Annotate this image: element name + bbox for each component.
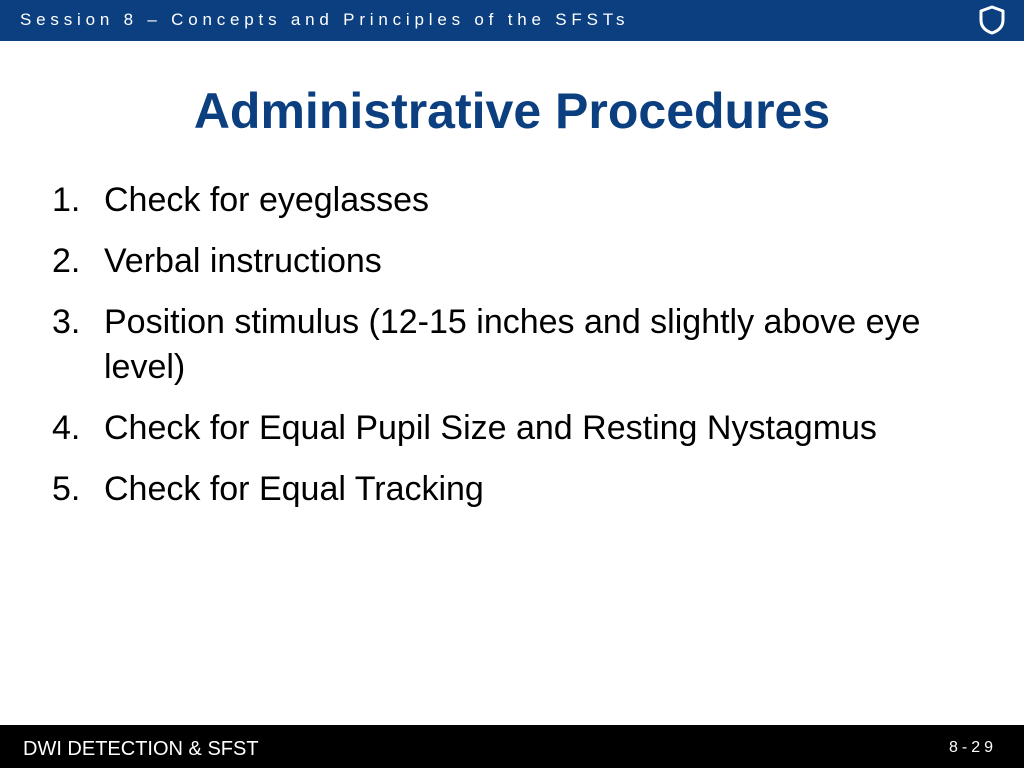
procedure-step: [52, 467, 982, 512]
step-number: 2.: [52, 242, 81, 280]
procedure-steps-list: [52, 178, 982, 528]
session-title: Session 8 – Concepts and Principles of the SFSTs: [20, 10, 630, 29]
shield-icon: [977, 4, 1007, 36]
step-number: 1.: [52, 181, 81, 219]
step-text: Verbal instructions: [104, 242, 382, 280]
step-number: 3.: [52, 303, 81, 341]
page-number: 8-29: [948, 739, 997, 756]
step-number: 4.: [52, 409, 81, 447]
procedure-step: [52, 178, 982, 223]
step-text: Position stimulus (12-15 inches and slightly above eye level): [104, 303, 921, 386]
procedure-step: [52, 406, 982, 451]
step-text: Check for Equal Tracking: [104, 470, 484, 508]
slide-title: Administrative Procedures: [193, 83, 831, 139]
session-header-bar: [0, 0, 1024, 41]
step-text: Check for eyeglasses: [104, 181, 430, 219]
procedure-step: [52, 239, 982, 284]
step-number: 5.: [52, 470, 81, 508]
course-footer-bar: [0, 725, 1024, 768]
procedure-step: [52, 300, 982, 390]
course-title: DWI DETECTION & SFST: [23, 738, 259, 760]
step-text: Check for Equal Pupil Size and Resting Nystagmus: [104, 409, 877, 447]
